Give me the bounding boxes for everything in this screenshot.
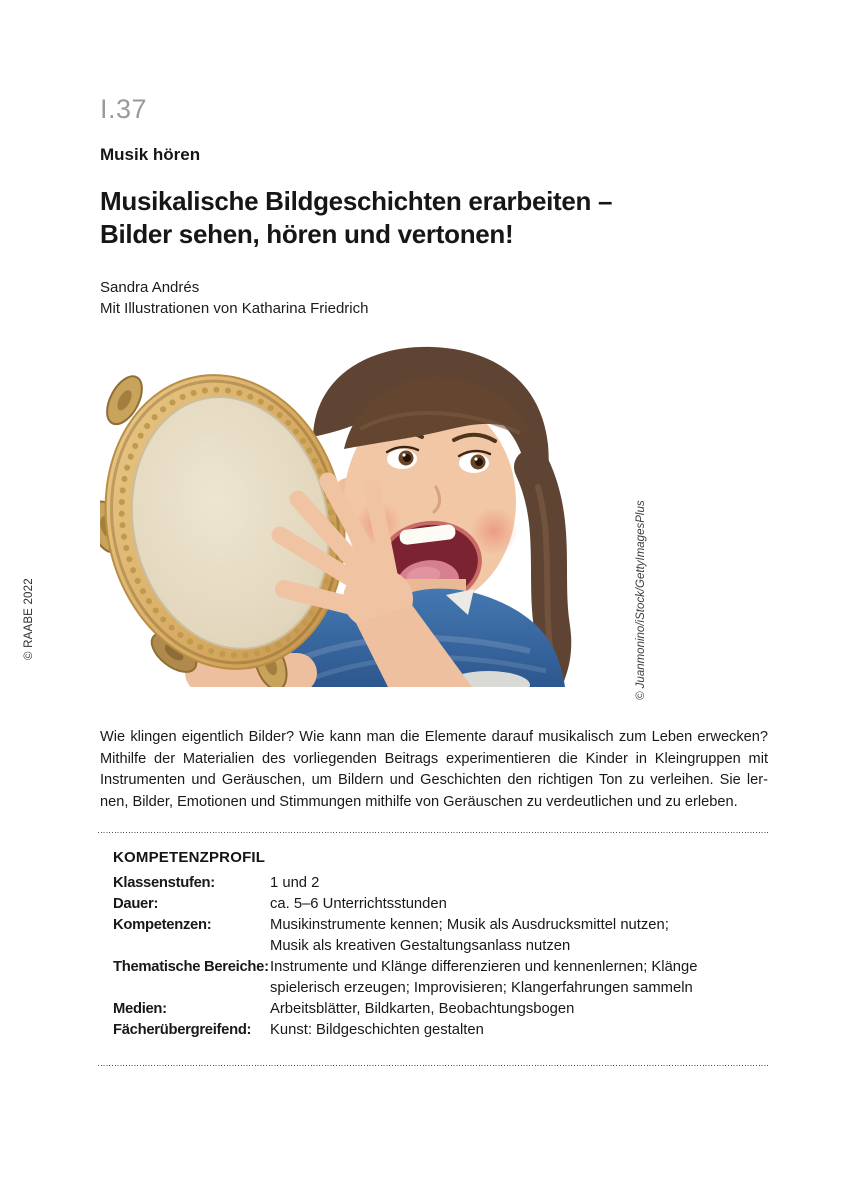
page-title-line-1: Musikalische Bildgeschichten erarbeiten – bbox=[100, 186, 613, 216]
profile-row-kompetenzen bbox=[113, 915, 768, 957]
profile-value: Instrumente und Klänge differenzieren und kennenlernen; Klänge bbox=[270, 959, 698, 975]
author-block bbox=[100, 277, 368, 319]
profile-value: Arbeitsblätter, Bildkarten, Beobachtungsbogen bbox=[270, 1001, 575, 1017]
author-name: Sandra Andrés bbox=[100, 279, 200, 296]
page-title bbox=[100, 185, 612, 251]
profile-value: spielerisch erzeugen; Improvisieren; Klangerfahrungen sammeln bbox=[270, 980, 693, 996]
profile-value: Kunst: Bildgeschichten gestalten bbox=[270, 1022, 484, 1038]
profile-value: Musik als kreativen Gestaltungsanlass nutzen bbox=[270, 938, 571, 954]
girl-with-tambourine-photo bbox=[100, 337, 630, 687]
profile-value: 1 und 2 bbox=[270, 875, 320, 891]
profile-label: Medien: bbox=[113, 1001, 167, 1017]
intro-line: nen, Bilder, Emotionen und Stimmungen mithilfe von Geräuschen zu verdeutlichen und zu erleben. bbox=[100, 793, 738, 810]
profile-value: Musikinstrumente kennen; Musik als Ausdrucksmittel nutzen; bbox=[270, 917, 669, 933]
profile-label: Thematische Bereiche: bbox=[113, 959, 269, 975]
series-title: Musik hören bbox=[100, 145, 201, 164]
intro-paragraph bbox=[100, 727, 768, 813]
page-title-line-2: Bilder sehen, hören und vertonen! bbox=[100, 219, 514, 249]
intro-line: Mithilfe der Materialien des vorliegenden Beitrags experimentieren die Kinder in Kleingruppen mit bbox=[100, 750, 768, 767]
chapter-code: I.37 bbox=[100, 94, 148, 124]
profile-label: Dauer: bbox=[113, 896, 159, 912]
profile-label: Kompetenzen: bbox=[113, 917, 212, 933]
dotted-divider-top bbox=[98, 832, 768, 834]
photo-credit: © Juanmonino/iStock/GettyImagesPlus bbox=[635, 500, 647, 700]
profile-row-faecheruebergreifend bbox=[113, 1020, 768, 1041]
copyright-notice: © RAABE 2022 bbox=[23, 578, 35, 660]
competence-profile bbox=[113, 873, 768, 1041]
profile-heading: KOMPETENZPROFIL bbox=[113, 849, 266, 866]
dotted-divider-bottom bbox=[98, 1065, 768, 1067]
intro-line: Wie klingen eigentlich Bilder? Wie kann man die Elemente darauf musikalisch zum Leben erwecken? bbox=[100, 729, 768, 745]
girl-with-tambourine-illustration bbox=[100, 337, 630, 687]
profile-row-klassenstufen bbox=[113, 873, 768, 894]
profile-value: ca. 5–6 Unterrichtsstunden bbox=[270, 896, 447, 912]
illustrator-credit: Mit Illustrationen von Katharina Friedrich bbox=[100, 300, 369, 317]
profile-label: Klassenstufen: bbox=[113, 875, 215, 891]
profile-row-medien bbox=[113, 999, 768, 1020]
profile-label: Fächerübergreifend: bbox=[113, 1022, 252, 1038]
profile-row-thematische-bereiche bbox=[113, 957, 768, 999]
profile-row-dauer bbox=[113, 894, 768, 915]
intro-line: Instrumenten und Geräuschen, um Bildern und Geschichten den richtigen Ton zu verleihen. Sie ler- bbox=[100, 772, 768, 788]
